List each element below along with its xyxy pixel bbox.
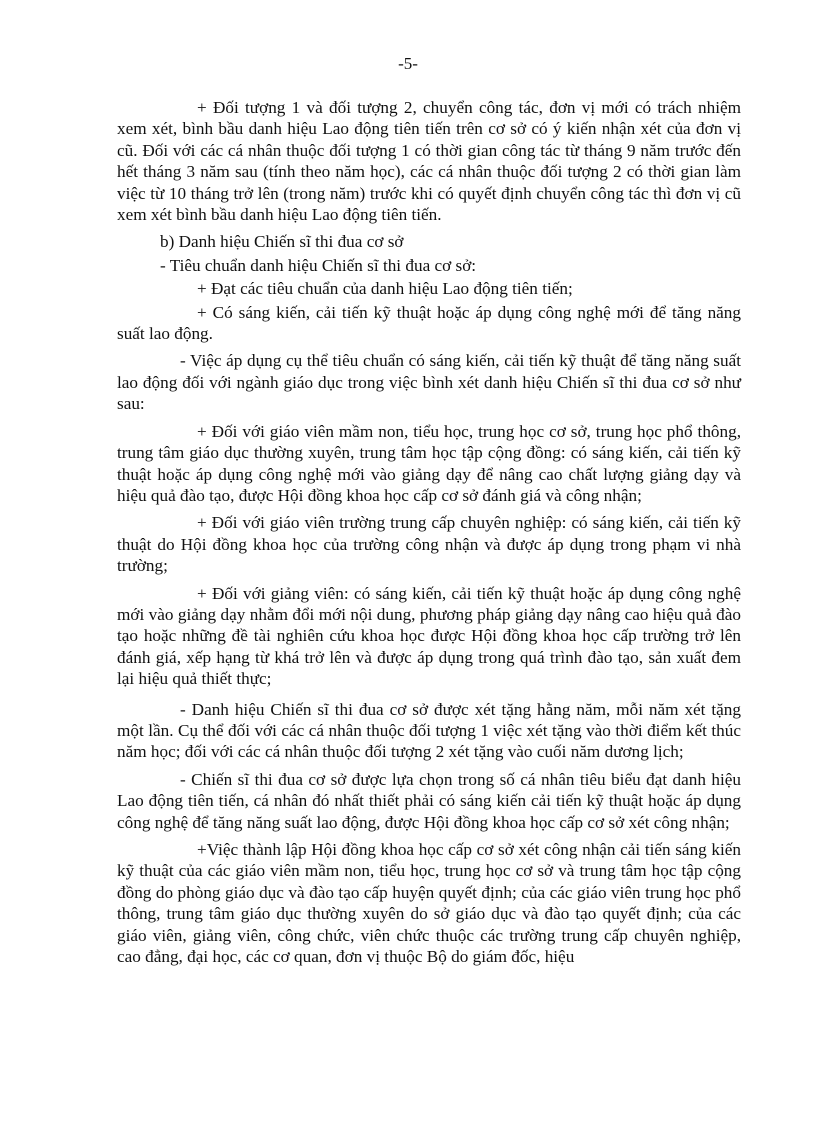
paragraph-award-timing: - Danh hiệu Chiến sĩ thi đua cơ sở được xét tặng hằng năm, mỗi năm xét tặng một lần. Cụ thể đối với các cá nhân thuộc đối tượng 1 việc xét tặng vào thời điểm kết thúc năm học; đối với các cá nhân thuộc đối tượng 2 xét tặng vào cuối năm dương lịch; xyxy=(117,699,741,762)
paragraph-transfer-evaluation: + Đối tượng 1 và đối tượng 2, chuyển công tác, đơn vị mới có trách nhiệm xem xét, bình bầu danh hiệu Lao động tiên tiến trên cơ sở có ý kiến nhận xét của đơn vị cũ. Đối với các cá nhân thuộc đối tượng 1 có thời gian công tác từ tháng 9 năm trước đến hết tháng 3 năm sau (tính theo năm học), các cá nhân thuộc đối tượng 2 có thời gian làm việc từ 10 tháng trở lên (trong năm) trước khi có quyết định chuyển công tác thì đơn vị cũ xem xét bình bầu danh hiệu Lao động tiên tiến. xyxy=(117,98,741,225)
paragraph-criteria-1: + Đạt các tiêu chuẩn của danh hiệu Lao động tiên tiến; xyxy=(197,279,573,299)
paragraph-application: - Việc áp dụng cụ thể tiêu chuẩn có sáng kiến, cải tiến kỹ thuật để tăng năng suất lao động đối với ngành giáo dục trong việc bình xét danh hiệu Chiến sĩ thi đua cơ sở như sau: xyxy=(117,351,741,414)
paragraph-selection: - Chiến sĩ thi đua cơ sở được lựa chọn trong số cá nhân tiêu biểu đạt danh hiệu Lao động tiên tiến, cá nhân đó nhất thiết phải có sáng kiến cải tiến kỹ thuật hoặc áp dụng công nghệ để tăng năng suất lao động, được Hội đồng khoa học cấp cơ sở xét công nhận; xyxy=(117,769,741,832)
paragraph-criteria-intro: - Tiêu chuẩn danh hiệu Chiến sĩ thi đua cơ sở: xyxy=(160,255,477,275)
page-number: -5- xyxy=(398,54,418,73)
paragraph-council: +Việc thành lập Hội đồng khoa học cấp cơ sở xét công nhận cải tiến sáng kiến kỹ thuật của các giáo viên mầm non, tiểu học, trung học cơ sở và trung tâm học tập cộng đồng do phòng giáo dục và đào tạo cấp huyện quyết định; của các giáo viên trung học phổ thông, trung tâm giáo dục thường xuyên do sở giáo dục và đào tạo quyết định; của các giáo viên, giảng viên, công chức, viên chức thuộc các trường trung cấp chuyên nghiệp, cao đẳng, đại học, các cơ quan, đơn vị thuộc Bộ do giám đốc, hiệu xyxy=(117,840,741,967)
paragraph-lecturers: + Đối với giảng viên: có sáng kiến, cải tiến kỹ thuật hoặc áp dụng công nghệ mới vào giảng dạy nhằm đổi mới nội dung, phương pháp giảng dạy nâng cao hiệu quả đào tạo hoặc những đề tài nghiên cứu khoa học được Hội đồng khoa học cấp trường trở lên đánh giá, xếp hạng từ khá trở lên và được áp dụng trong quá trình đào tạo, sản xuất đem lại hiệu quả thiết thực; xyxy=(117,583,741,689)
paragraph-vocational-teachers: + Đối với giáo viên trường trung cấp chuyên nghiệp: có sáng kiến, cải tiến kỹ thuật do Hội đồng khoa học của trường công nhận và được áp dụng trong phạm vi nhà trường; xyxy=(117,513,741,576)
section-heading-b: b) Danh hiệu Chiến sĩ thi đua cơ sở xyxy=(160,232,404,252)
document-body xyxy=(117,97,741,967)
paragraph-criteria-2: + Có sáng kiến, cải tiến kỹ thuật hoặc áp dụng công nghệ mới để tăng năng suất lao động. xyxy=(117,302,741,344)
paragraph-school-teachers: + Đối với giáo viên mầm non, tiểu học, trung học cơ sở, trung học phổ thông, trung tâm giáo dục thường xuyên, trung tâm học tập cộng đồng: có sáng kiến, cải tiến kỹ thuật hoặc áp dụng công nghệ mới vào giảng dạy để nâng cao chất lượng giảng dạy và hiệu quả đào tạo, được Hội đồng khoa học cấp cơ sở đánh giá và công nhận; xyxy=(117,421,741,505)
